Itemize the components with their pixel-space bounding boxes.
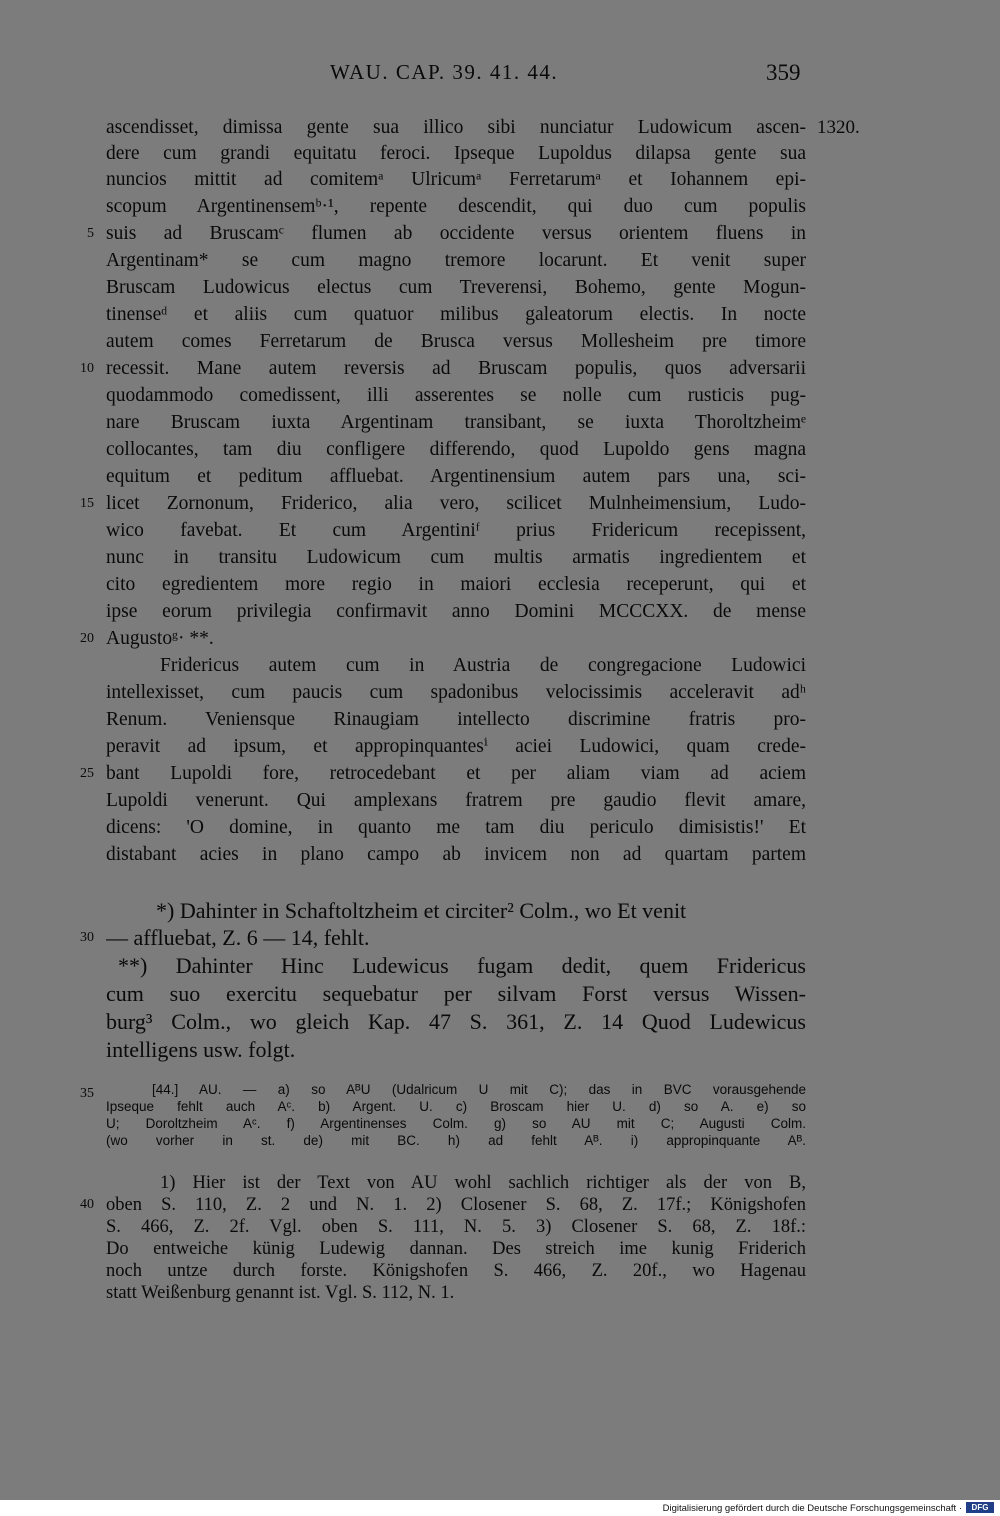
main-text-line: Fridericus autem cum in Austria de congregacione Ludowici	[160, 655, 806, 676]
main-text-line: Renum. Veniensque Rinaugiam intellecto discrimine fratris pro-	[106, 709, 806, 730]
source-note-line: noch untze durch forste. Königshofen S. 466, Z. 20f., wo Hagenau	[106, 1261, 806, 1281]
source-note-line: oben S. 110, Z. 2 und N. 1. 2) Closener S. 68, Z. 17f.; Königshofen	[106, 1195, 806, 1215]
line-number: 35	[80, 1086, 94, 1101]
main-text-line: equitum et peditum affluebat. Argentinensium autem pars una, sci-	[106, 466, 806, 487]
text-note-line: intelligens usw. folgt.	[106, 1037, 296, 1062]
line-number: 20	[80, 631, 94, 646]
running-header: WAU. CAP. 39. 41. 44.	[330, 60, 559, 84]
main-text-line: quodammodo comedissent, illi asserentes se nolle cum rusticis pug-	[106, 385, 806, 406]
main-text-line: ascendisset, dimissa gente sua illico sibi nunciatur Ludowicum ascen-	[106, 117, 806, 138]
apparatus-line: [44.] AU. — a) so AᴮU (Udalricum U mit C); das in BVC vorausgehende	[152, 1082, 806, 1097]
line-number: 25	[80, 766, 94, 781]
apparatus-line: (wo vorher in st. de) mit BC. h) ad fehlt Aᴮ. i) appropinquante Aᴮ.	[106, 1133, 806, 1148]
main-text-line: licet Zornonum, Friderico, alia vero, scilicet Mulnheimensium, Ludo-	[106, 493, 806, 514]
main-text-line: Argentinam* se cum magno tremore locarunt. Et venit super	[106, 250, 806, 271]
main-text-line: Bruscam Ludowicus electus cum Treverensi, Bohemo, gente Mogun-	[106, 277, 806, 298]
funding-credit: Digitalisierung gefördert durch die Deutsche Forschungsgemeinschaft ·	[662, 1503, 962, 1514]
text-note-line: cum suo exercitu sequebatur per silvam Forst versus Wissen-	[106, 981, 806, 1006]
main-text-line: autem comes Ferretarum de Brusca versus Mollesheim pre timore	[106, 331, 806, 352]
main-text-line: Lupoldi venerunt. Qui amplexans fratrem pre gaudio flevit amare,	[106, 790, 806, 811]
main-text-line: Augustoᵍ· **.	[106, 628, 214, 649]
text-note-line: — affluebat, Z. 6 — 14, fehlt.	[106, 925, 370, 950]
main-text-line: recessit. Mane autem reversis ad Bruscam populis, quos adversarii	[106, 358, 806, 379]
main-text-line: suis ad Bruscamᶜ flumen ab occidente versus orientem fluens in	[106, 223, 806, 244]
main-text-line: dere cum grandi equitatu feroci. Ipseque Lupoldus dilapsa gente sua	[106, 143, 806, 164]
main-text-line: distabant acies in plano campo ab invicem non ad quartam partem	[106, 844, 806, 865]
main-text-line: bant Lupoldi fore, retrocedebant et per aliam viam ad aciem	[106, 763, 806, 784]
main-text-line: scopum Argentinensemᵇ·¹, repente descendit, qui duo cum populis	[106, 196, 806, 217]
apparatus-line: Ipseque fehlt auch Aᶜ. b) Argent. U. c) Broscam hier U. d) so A. e) so	[106, 1099, 806, 1114]
apparatus-line: U; Doroltzheim Aᶜ. f) Argentinenses Colm. g) so AU mit C; Augusti Colm.	[106, 1116, 806, 1131]
main-text-line: intellexisset, cum paucis cum spadonibus velocissimis acceleravit adʰ	[106, 682, 806, 703]
main-text-line: nuncios mittit ad comitemᵃ Ulricumᵃ Ferretarumᵃ et Iohannem epi-	[106, 169, 806, 190]
main-text-line: ipse eorum privilegia confirmavit anno Domini MCCCXX. de mense	[106, 601, 806, 622]
line-number: 30	[80, 930, 94, 945]
line-number: 5	[87, 226, 94, 241]
line-number: 40	[80, 1197, 94, 1212]
margin-year: 1320.	[817, 117, 860, 138]
line-number: 15	[80, 496, 94, 511]
main-text-line: nunc in transitu Ludowicum cum multis armatis ingredientem et	[106, 547, 806, 568]
main-text-line: nare Bruscam iuxta Argentinam transibant, se iuxta Thoroltzheimᵉ	[106, 412, 806, 433]
source-note-line: S. 466, Z. 2f. Vgl. oben S. 111, N. 5. 3) Closener S. 68, Z. 18f.:	[106, 1217, 806, 1237]
main-text-line: dicens: 'O domine, in quanto me tam diu periculo dimisistis!' Et	[106, 817, 806, 838]
main-text-line: collocantes, tam diu confligere differendo, quod Lupoldo gens magna	[106, 439, 806, 460]
source-note-line: statt Weißenburg genannt ist. Vgl. S. 112, N. 1.	[106, 1283, 455, 1303]
text-note-line: *) Dahinter in Schaftoltzheim et circiter² Colm., wo Et venit	[156, 898, 687, 923]
source-note-line: 1) Hier ist der Text von AU wohl sachlich richtiger als der von B,	[160, 1173, 806, 1193]
main-text-line: peravit ad ipsum, et appropinquantesⁱ aciei Ludowici, quam crede-	[106, 736, 806, 757]
page-number: 359	[766, 60, 801, 85]
text-note-line: **) Dahinter Hinc Ludewicus fugam dedit, quem Fridericus	[118, 953, 806, 978]
dfg-logo-icon: DFG	[966, 1502, 994, 1513]
main-text-line: tinenseᵈ et aliis cum quatuor milibus galeatorum electis. In nocte	[106, 304, 806, 325]
main-text-line: wico favebat. Et cum Argentiniᶠ prius Fridericum recepissent,	[106, 520, 806, 541]
line-number: 10	[80, 361, 94, 376]
main-text-line: cito egredientem more regio in maiori ecclesia receperunt, qui et	[106, 574, 806, 595]
text-note-line: burg³ Colm., wo gleich Kap. 47 S. 361, Z. 14 Quod Ludewicus	[106, 1009, 806, 1034]
source-note-line: Do entweiche künig Ludewig dannan. Des streich ime kunig Friderich	[106, 1239, 806, 1259]
